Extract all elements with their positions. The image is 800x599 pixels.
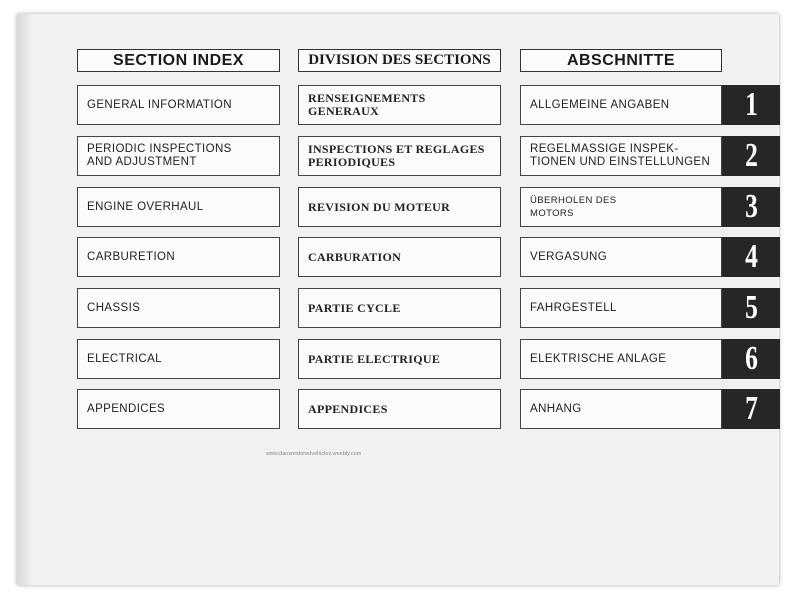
section-number: 2 (744, 137, 758, 174)
footer-url: www.dansrestoredvehicles.weebly.com (266, 451, 362, 457)
section-label-de: REGELMASSIGE INSPEK- TIONEN UND EINSTELLUNGEN (530, 143, 711, 168)
section-en-3[interactable] (77, 187, 280, 227)
section-de-6[interactable] (520, 339, 722, 379)
header-abschnitte: ABSCHNITTE (520, 49, 722, 72)
section-label-de: ÜBERHOLEN DES MOTORS (530, 195, 617, 219)
section-fr-4[interactable] (298, 237, 501, 277)
section-number: 6 (744, 340, 758, 377)
section-number: 4 (744, 238, 758, 275)
section-en-1[interactable] (77, 85, 280, 125)
section-number: 5 (744, 289, 758, 326)
section-en-5[interactable] (77, 288, 280, 328)
section-tab-1[interactable] (722, 85, 780, 125)
header-division-des-sections: DIVISION DES SECTIONS (298, 49, 501, 72)
section-label-en: CHASSIS (87, 301, 141, 314)
section-de-2[interactable] (520, 136, 722, 176)
section-label-fr: PARTIE CYCLE (308, 300, 401, 315)
section-tab-4[interactable] (722, 237, 780, 277)
section-number: 1 (744, 86, 758, 123)
section-number: 3 (744, 188, 758, 225)
section-label-en: ELECTRICAL (87, 352, 162, 365)
section-de-4[interactable] (520, 237, 722, 277)
section-label-en: GENERAL INFORMATION (87, 98, 232, 111)
section-en-2[interactable] (77, 136, 280, 176)
section-fr-6[interactable] (298, 339, 501, 379)
section-fr-7[interactable] (298, 389, 501, 429)
page-spine-shadow (17, 14, 33, 585)
section-tab-6[interactable] (722, 339, 780, 379)
section-label-de: ANHANG (530, 402, 582, 415)
header-section-index: SECTION INDEX (77, 49, 280, 72)
section-en-6[interactable] (77, 339, 280, 379)
section-de-7[interactable] (520, 389, 722, 429)
section-en-4[interactable] (77, 237, 280, 277)
section-tab-2[interactable] (722, 136, 780, 176)
section-label-en: ENGINE OVERHAUL (87, 200, 204, 213)
section-en-7[interactable] (77, 389, 280, 429)
section-label-de: VERGASUNG (530, 250, 608, 263)
section-fr-5[interactable] (298, 288, 501, 328)
section-de-1[interactable] (520, 85, 722, 125)
section-tab-5[interactable] (722, 288, 780, 328)
section-label-fr: REVISION DU MOTEUR (308, 199, 451, 214)
section-label-fr: APPENDICES (308, 401, 388, 416)
section-label-de: ELEKTRISCHE ANLAGE (530, 352, 667, 365)
section-fr-1[interactable] (298, 85, 501, 125)
section-label-de: ALLGEMEINE ANGABEN (530, 98, 670, 111)
section-de-3[interactable] (520, 187, 722, 227)
section-label-de: FAHRGESTELL (530, 301, 617, 314)
section-label-fr: PARTIE ELECTRIQUE (308, 351, 441, 366)
section-label-fr: CARBURATION (308, 249, 402, 264)
section-label-fr: RENSEIGNEMENTS GENERAUX (308, 91, 426, 118)
section-tab-7[interactable] (722, 389, 780, 429)
section-fr-3[interactable] (298, 187, 501, 227)
section-label-en: APPENDICES (87, 402, 166, 415)
section-fr-2[interactable] (298, 136, 501, 176)
section-label-en: CARBURETION (87, 250, 176, 263)
section-number: 7 (744, 390, 758, 427)
section-de-5[interactable] (520, 288, 722, 328)
section-label-fr: INSPECTIONS ET REGLAGES PERIODIQUES (308, 142, 485, 169)
section-tab-3[interactable] (722, 187, 780, 227)
section-label-en: PERIODIC INSPECTIONS AND ADJUSTMENT (87, 143, 232, 168)
